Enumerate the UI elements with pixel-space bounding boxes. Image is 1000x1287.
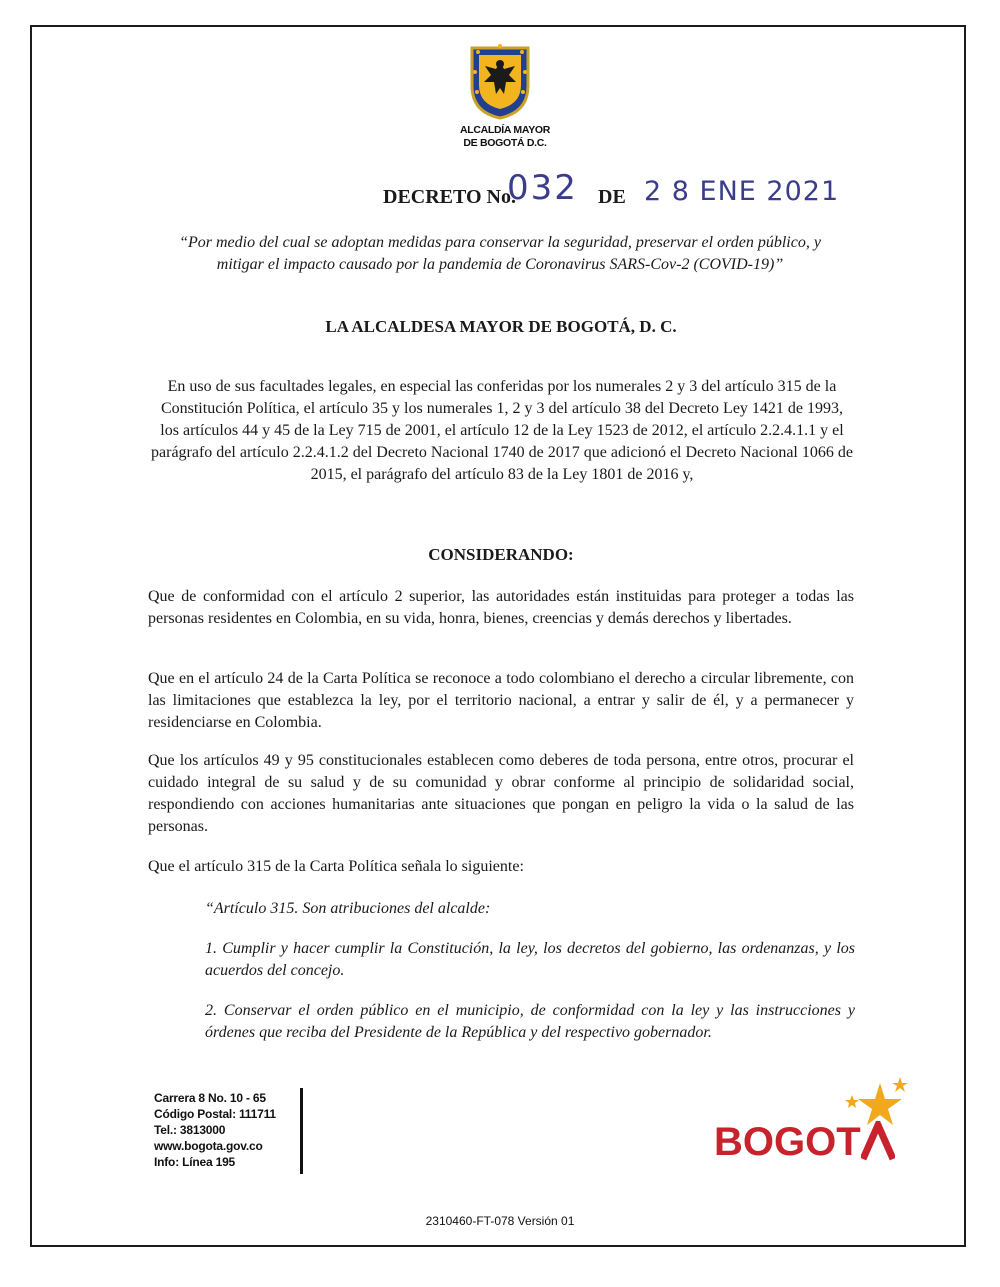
contact-phone: Tel.: 3813000 [154, 1123, 226, 1137]
decree-date: 2 8 ENE 2021 [644, 176, 840, 207]
contact-block [154, 1090, 276, 1170]
decree-header [0, 168, 1000, 212]
contact-web: www.bogota.gov.co [154, 1139, 263, 1153]
considerando-heading: CONSIDERANDO: [428, 545, 574, 564]
considerando-paragraph-2: Que en el artículo 24 de la Carta Política se reconoce a todo colombiano el derecho a circular libremente, con las limitaciones que establezca la ley, por el territorio nacional, a entrar y salir de él, y a permanecer y residenciarse en Colombia. [148, 670, 854, 731]
quoted-article-item-2: 2. Conservar el orden público en el municipio, de conformidad con la ley y las instrucciones y órdenes que reciba del Presidente de la República y del respectivo gobernador. [205, 1002, 855, 1041]
considerando-paragraph-3: Que los artículos 49 y 95 constitucionales establecen como deberes de toda persona, entre otros, procurar el cuidado integral de su salud y de su comunidad y obrar conforme al principio de solidaridad social, respondiendo con acciones humanitarias ante situaciones que pongan en peligro la vida o la salud de las personas. [148, 752, 854, 835]
footer-form-code: 2310460-FT-078 Versión 01 [425, 1214, 575, 1228]
logo-a-mark-icon [861, 1121, 895, 1161]
decree-title: “Por medio del cual se adoptan medidas para conservar la seguridad, preservar el orden público, y mitigar el impacto causado por la pandemia de Coronavirus SARS-Cov-2 (COVID-19)” [179, 234, 821, 273]
contact-info: Info: Línea 195 [154, 1155, 236, 1169]
decree-label: DECRETO No. [383, 186, 516, 208]
logo-word-text: BOGOT [714, 1120, 861, 1164]
considerando-paragraph-4: Que el artículo 315 de la Carta Política señala lo siguiente: [148, 858, 524, 875]
contact-divider [300, 1088, 303, 1174]
contact-address: Carrera 8 No. 10 - 65 [154, 1091, 266, 1105]
authority-heading: LA ALCALDESA MAYOR DE BOGOTÁ, D. C. [325, 317, 677, 336]
bogota-coat-of-arms-icon [468, 42, 532, 120]
quoted-article-heading: “Artículo 315. Son atribuciones del alcalde: [205, 900, 491, 917]
contact-postal: Código Postal: 111711 [154, 1107, 276, 1121]
considerando-paragraph-1: Que de conformidad con el artículo 2 superior, las autoridades están instituidas para proteger a todas las personas residentes en Colombia, en su vida, honra, bienes, creencias y demás derechos y libertades. [148, 588, 854, 627]
decree-number: 032 [507, 168, 578, 208]
decree-de-label: DE [598, 186, 626, 208]
powers-paragraph: En uso de sus facultades legales, en especial las conferidas por los numerales 2 y 3 del artículo 315 de la Constitución Política, el artículo 35 y los numerales 1, 2 y 3 del artículo 38 del Decreto Ley 1421 de 1993, los artículos 44 y 45 de la Ley 715 de 2001, el artículo 12 de la Ley 1523 de 2012, el artículo 2.2.4.1.1 y el parágrafo del artículo 2.2.4.1.2 del Decreto Nacional 1740 de 2017 que adicionó el Decreto Nacional 1066 de 2015, el parágrafo del artículo 83 de la Ley 1801 de 2016 y, [151, 378, 853, 483]
quoted-article-item-1: 1. Cumplir y hacer cumplir la Constitución, la ley, los decretos del gobierno, las ordenanzas, y los acuerdos del concejo. [205, 940, 855, 979]
institution-line-1: ALCALDÍA MAYOR [459, 124, 551, 136]
bogota-logo-wordmark [714, 1120, 895, 1165]
institution-line-2: DE BOGOTÁ D.C. [463, 137, 547, 149]
